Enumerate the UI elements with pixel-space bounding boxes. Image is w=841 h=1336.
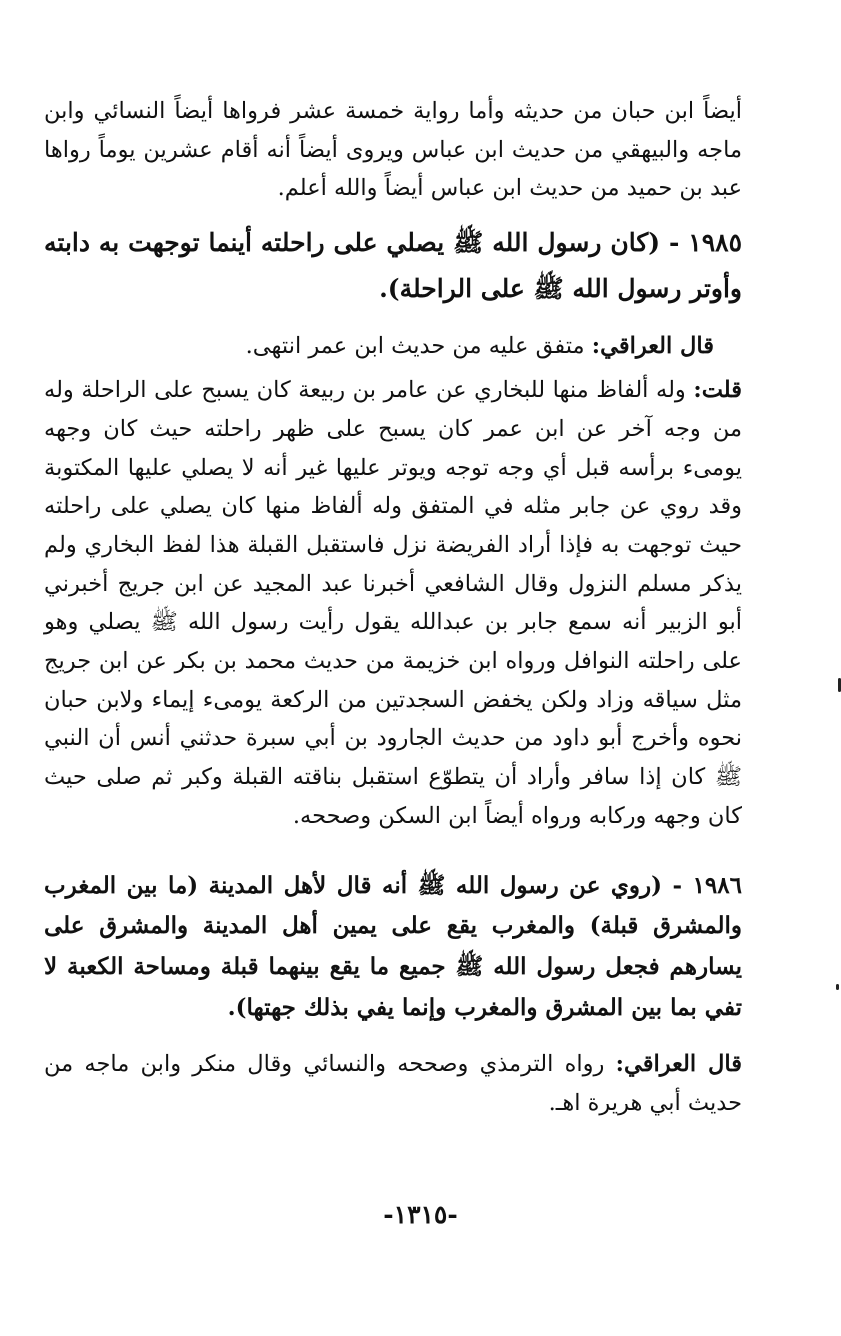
iraqi-text: متفق عليه من حديث ابن عمر انتهى.: [245, 332, 585, 359]
hadith-1986-number: ١٩٨٦ -: [672, 871, 742, 899]
hadith-1986-text: (روي عن رسول الله ﷺ أنه قال لأهل المدينة (ما بين المغرب والمشرق قبلة) والمغرب يقع على يمين أهل المدينة والمشرق على يسارهم فجعل رسول الله ﷺ جميع ما يقع بينهما قبلة ومساحة الكعبة لا تفي بما بين المشرق والمغرب وإنما يفي بذلك جهتها).: [44, 871, 742, 1022]
iraqi-note-1986: [44, 1045, 742, 1122]
page-number: -١٣١٥-: [383, 1200, 458, 1229]
qultu-text: وله ألفاظ منها للبخاري عن عامر بن ربيعة كان يسبح على الراحلة وله من وجه آخر عن ابن عمر كان يسبح على ظهر راحلته حيث كان وجهه يومىء برأسه قبل أي وجه توجه ويوتر عليها غير أنه لا يصلي عليها المكتوبة وقد روي عن جابر مثله في المتفق وله ألفاظ منها كان يصلي على راحلته حيث توجهت به فإذا أراد الفريضة نزل فاستقبل القبلة هذا لفظ البخاري ولم يذكر مسلم النزول وقال الشافعي أخبرنا عبد المجيد عن ابن جريج أخبرني أبو الزبير أنه سمع جابر بن عبدالله يقول رأيت رسول الله ﷺ يصلي وهو على راحلته النوافل ورواه ابن خزيمة من حديث محمد بن بكر عن ابن جريج مثل سياقه وزاد ولكن يخفض السجدتين من الركعة يومىء إيماء ولابن حبان نحوه وأخرج أبو داود من حديث الجارود بن أبي سبرة حدثني أنس أن النبي ﷺ كان إذا سافر وأراد أن يتطوّع استقبل بناقته القبلة وكبر ثم صلى حيث كان وجهه وركابه ورواه أيضاً ابن السكن وصححه.: [44, 377, 742, 829]
hadith-1985: [44, 220, 742, 313]
qultu-label: قلت:: [693, 377, 742, 404]
iraqi-label-2: قال العراقي:: [615, 1051, 742, 1078]
intro-paragraph: أيضاً ابن حبان من حديثه وأما رواية خمسة عشر فرواها أيضاً النسائي وابن ماجه والبيهقي من حديث ابن عباس ويروى أيضاً أنه أقام عشرين يوماً رواها عبد بن حميد من حديث ابن عباس أيضاً والله أعلم.: [44, 98, 742, 202]
iraqi-text-2: رواه الترمذي وصححه والنسائي وقال منكر وابن ماجه من حديث أبي هريرة اهـ.: [44, 1051, 742, 1116]
hadith-1986: [44, 866, 742, 1030]
hadith-1985-text: (كان رسول الله ﷺ يصلي على راحلته أينما توجهت به دابته وأوتر رسول الله ﷺ على الراحلة).: [44, 228, 742, 304]
qultu-paragraph: [44, 371, 742, 835]
hadith-1985-number: ١٩٨٥ -: [668, 228, 742, 258]
margin-mark: [836, 984, 839, 990]
iraqi-note-1985: [44, 327, 742, 366]
page-body: [44, 92, 742, 1123]
iraqi-label: قال العراقي:: [591, 332, 714, 359]
